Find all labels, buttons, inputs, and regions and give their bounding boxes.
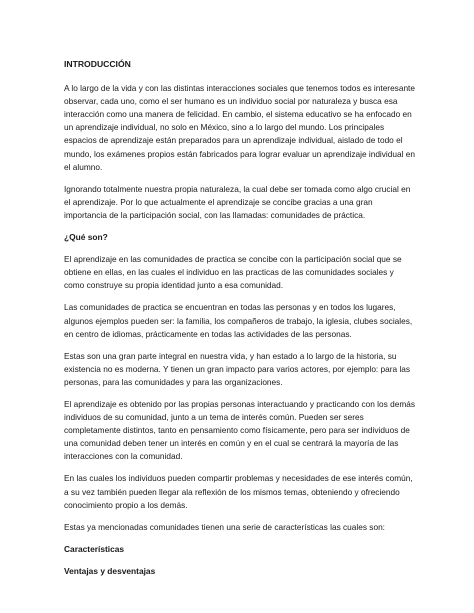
document-body	[64, 58, 416, 587]
section-heading-que-son: ¿Qué son?	[64, 232, 108, 243]
que-son-paragraph-3: Estas son una gran parte integral en nuestra vida, y han estado a lo largo de la historia, su existencia no es moderna. Y tienen un gran impacto para varios actores, por ejemplo: para las personas, para las comunidades y para las organizaciones.	[64, 350, 411, 387]
que-son-paragraph-6: Estas ya mencionadas comunidades tienen una serie de características las cuales son:	[64, 521, 385, 532]
intro-paragraph-1: A lo largo de la vida y con las distintas interacciones sociales que tenemos todos es interesante observar, cada uno, como el ser humano es un individuo social por naturaleza y busca esa interacción como una manera de felicidad. En cambio, el sistema educativo se ha enfocado en un aprendizaje individual, no solo en México, sino a lo largo del mundo. Los principales espacios de aprendizaje están preparados para un aprendizaje individual, aislado de todo el mundo, los exámenes propios están fabricados para lograr evaluar un aprendizaje individual en el alumno.	[64, 83, 415, 172]
que-son-paragraph-1: El aprendizaje en las comunidades de practica se concibe con la participación social que se obtiene en ellas, en las cuales el individuo en las practicas de las comunidades sociales y como construye su propia identidad junto a esa comunidad.	[64, 254, 402, 291]
section-heading-caracteristicas: Características	[64, 543, 125, 554]
section-heading-ventajas: Ventajas y desventajas	[64, 565, 156, 576]
document-title: INTRODUCCIÓN	[64, 59, 131, 69]
que-son-paragraph-5: En las cuales los individuos pueden compartir problemas y necesidades de ese interés común, a su vez también pueden llegar ala reflexión de los mismos temas, obteniendo y ofreciendo conocimiento propio a los demás.	[64, 473, 413, 510]
que-son-paragraph-4: El aprendizaje es obtenido por las propias personas interactuando y practicando con los demás individuos de su comunidad, junto a un tema de interés común. Pueden ser seres completamente distintos, tanto en pensamiento como físicamente, pero para ser individuos de una comunidad deben tener un interés en común y en el cual se centrará la mayoría de las interacciones con la comunidad.	[64, 398, 415, 462]
que-son-paragraph-2: Las comunidades de practica se encuentran en todas las personas y en todos los lugares, algunos ejemplos pueden ser: la familia, los compañeros de trabajo, la iglesia, clubes sociales, en centro de idiomas, prácticamente en todas las actividades de las personas.	[64, 302, 413, 339]
intro-paragraph-2: Ignorando totalmente nuestra propia naturaleza, la cual debe ser tomada como algo crucial en el aprendizaje. Por lo que actualmente el aprendizaje se concibe gracias a una gran importancia de la participación social, con las llamadas: comunidades de práctica.	[64, 183, 411, 220]
